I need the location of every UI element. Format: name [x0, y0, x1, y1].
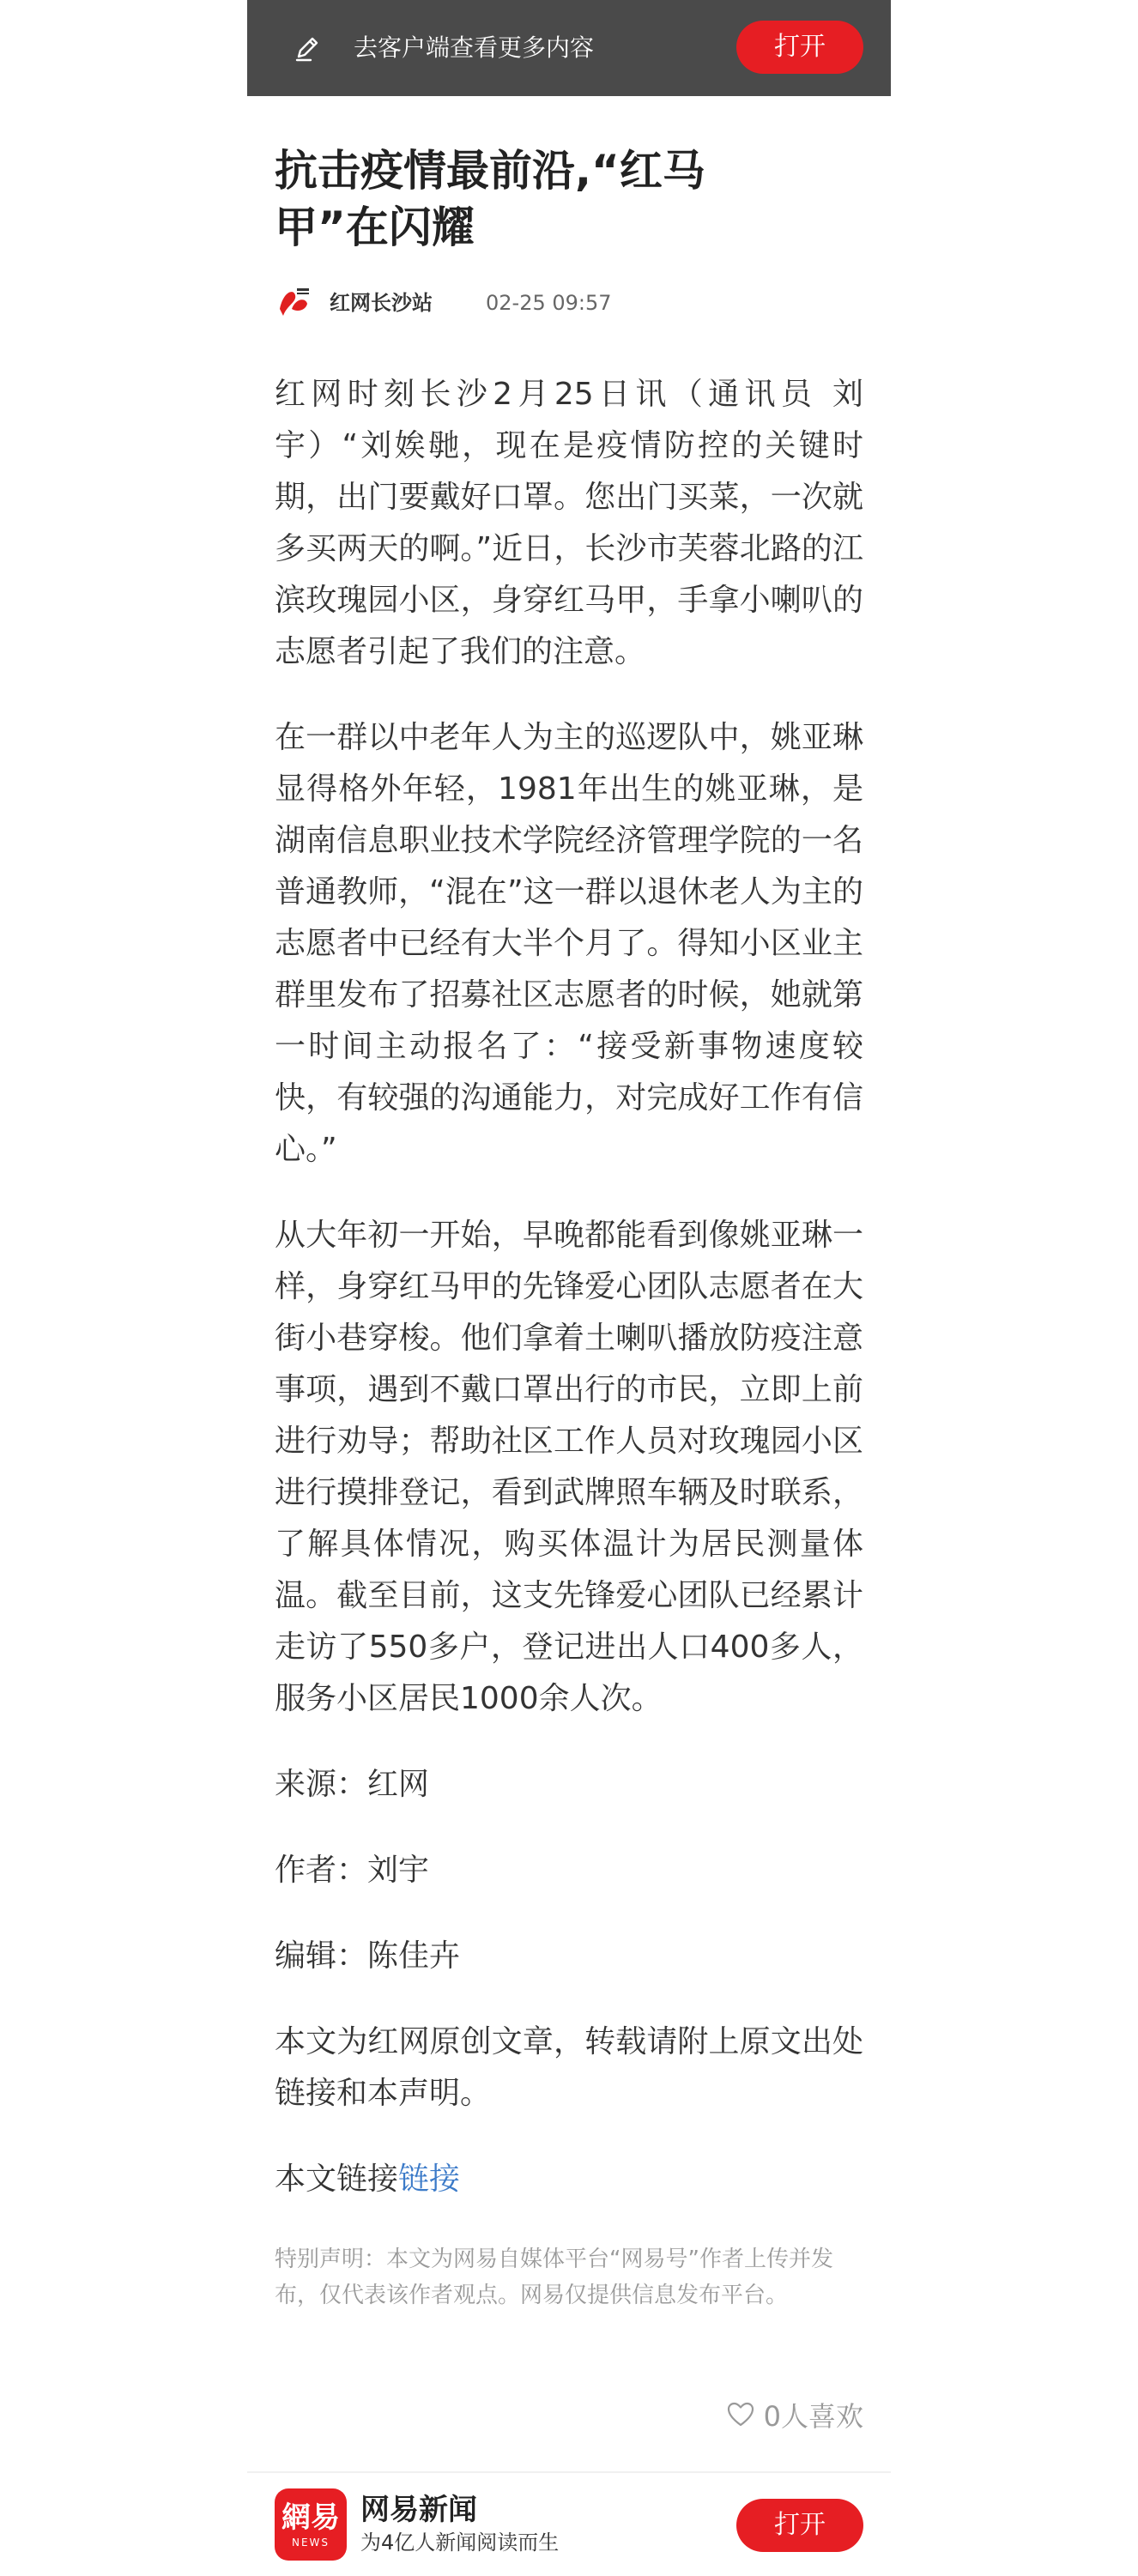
- source-name[interactable]: 红网长沙站: [330, 291, 433, 315]
- app-promo-footer[interactable]: [247, 2473, 891, 2576]
- banner-text: 去客户端查看更多内容: [354, 33, 595, 62]
- footer-open-app-button[interactable]: 打开: [736, 2499, 863, 2552]
- app-download-banner[interactable]: [247, 0, 891, 96]
- open-app-button[interactable]: 打开: [736, 21, 863, 74]
- editor-line: 编辑：陈佳卉: [275, 1938, 461, 1974]
- like-count: 0人喜欢: [763, 2400, 863, 2433]
- article-link-line: [275, 2154, 863, 2205]
- publish-time: 02-25 09:57: [486, 291, 612, 315]
- logo-text: 網易: [281, 2500, 340, 2535]
- like-button[interactable]: [726, 2394, 863, 2435]
- paragraph: 红网时刻长沙2月25日讯（通讯员 刘宇）“刘娭毑，现在是疫情防控的关键时期，出门要戴好口罩。您出门买菜，一次就多买两天的啊。”近日，长沙市芙蓉北路的江滨玫瑰园小区，身穿红马甲，手拿小喇叭的志愿者引起了我们的注意。: [275, 377, 863, 669]
- logo-sub: NEWS: [291, 2537, 330, 2549]
- article-body: [275, 369, 863, 2240]
- app-name: 网易新闻: [360, 2493, 477, 2527]
- special-notice: 特别声明：本文为网易自媒体平台“网易号”作者上传并发布，仅代表该作者观点。网易仅提供信息发布平台。: [275, 2246, 833, 2308]
- source-logo-icon[interactable]: [275, 283, 314, 323]
- copyright-line: 本文为红网原创文章，转载请附上原文出处链接和本声明。: [275, 2024, 863, 2111]
- like-row: [275, 2394, 863, 2435]
- pen-icon: [292, 33, 323, 63]
- article-link-prefix: 本文链接: [275, 2162, 399, 2197]
- article-meta: [275, 283, 863, 323]
- article-page: [247, 0, 891, 2576]
- app-slogan: 为4亿人新闻阅读而生: [360, 2531, 560, 2555]
- netease-news-logo-icon: [275, 2488, 347, 2561]
- paragraph: 在一群以中老年人为主的巡逻队中，姚亚琳显得格外年轻，1981年出生的姚亚琳，是湖南信息职业技术学院经济管理学院的一名普通教师，“混在”这一群以退休老人为主的志愿者中已经有大半个月了。得知小区业主群里发布了招募社区志愿者的时候，她就第一时间主动报名了：“接受新事物速度较快，有较强的沟通能力，对完成好工作有信心。”: [275, 720, 863, 1167]
- heart-icon: [726, 2400, 755, 2429]
- article-link[interactable]: 链接: [398, 2162, 461, 2197]
- paragraph: 从大年初一开始，早晚都能看到像姚亚琳一样，身穿红马甲的先锋爱心团队志愿者在大街小巷穿梭。他们拿着土喇叭播放防疫注意事项，遇到不戴口罩出行的市民，立即上前进行劝导；帮助社区工作人员对玫瑰园小区进行摸排登记，看到武牌照车辆及时联系，了解具体情况，购买体温计为居民测量体温。截至目前，这支先锋爱心团队已经累计走访了550多户，登记进出人口400多人，服务小区居民1000余人次。: [275, 1218, 863, 1716]
- source-line: 来源：红网: [275, 1767, 430, 1802]
- article-title: 抗击疫情最前沿,“红马甲”在闪耀: [275, 146, 705, 252]
- author-line: 作者：刘宇: [275, 1853, 430, 1888]
